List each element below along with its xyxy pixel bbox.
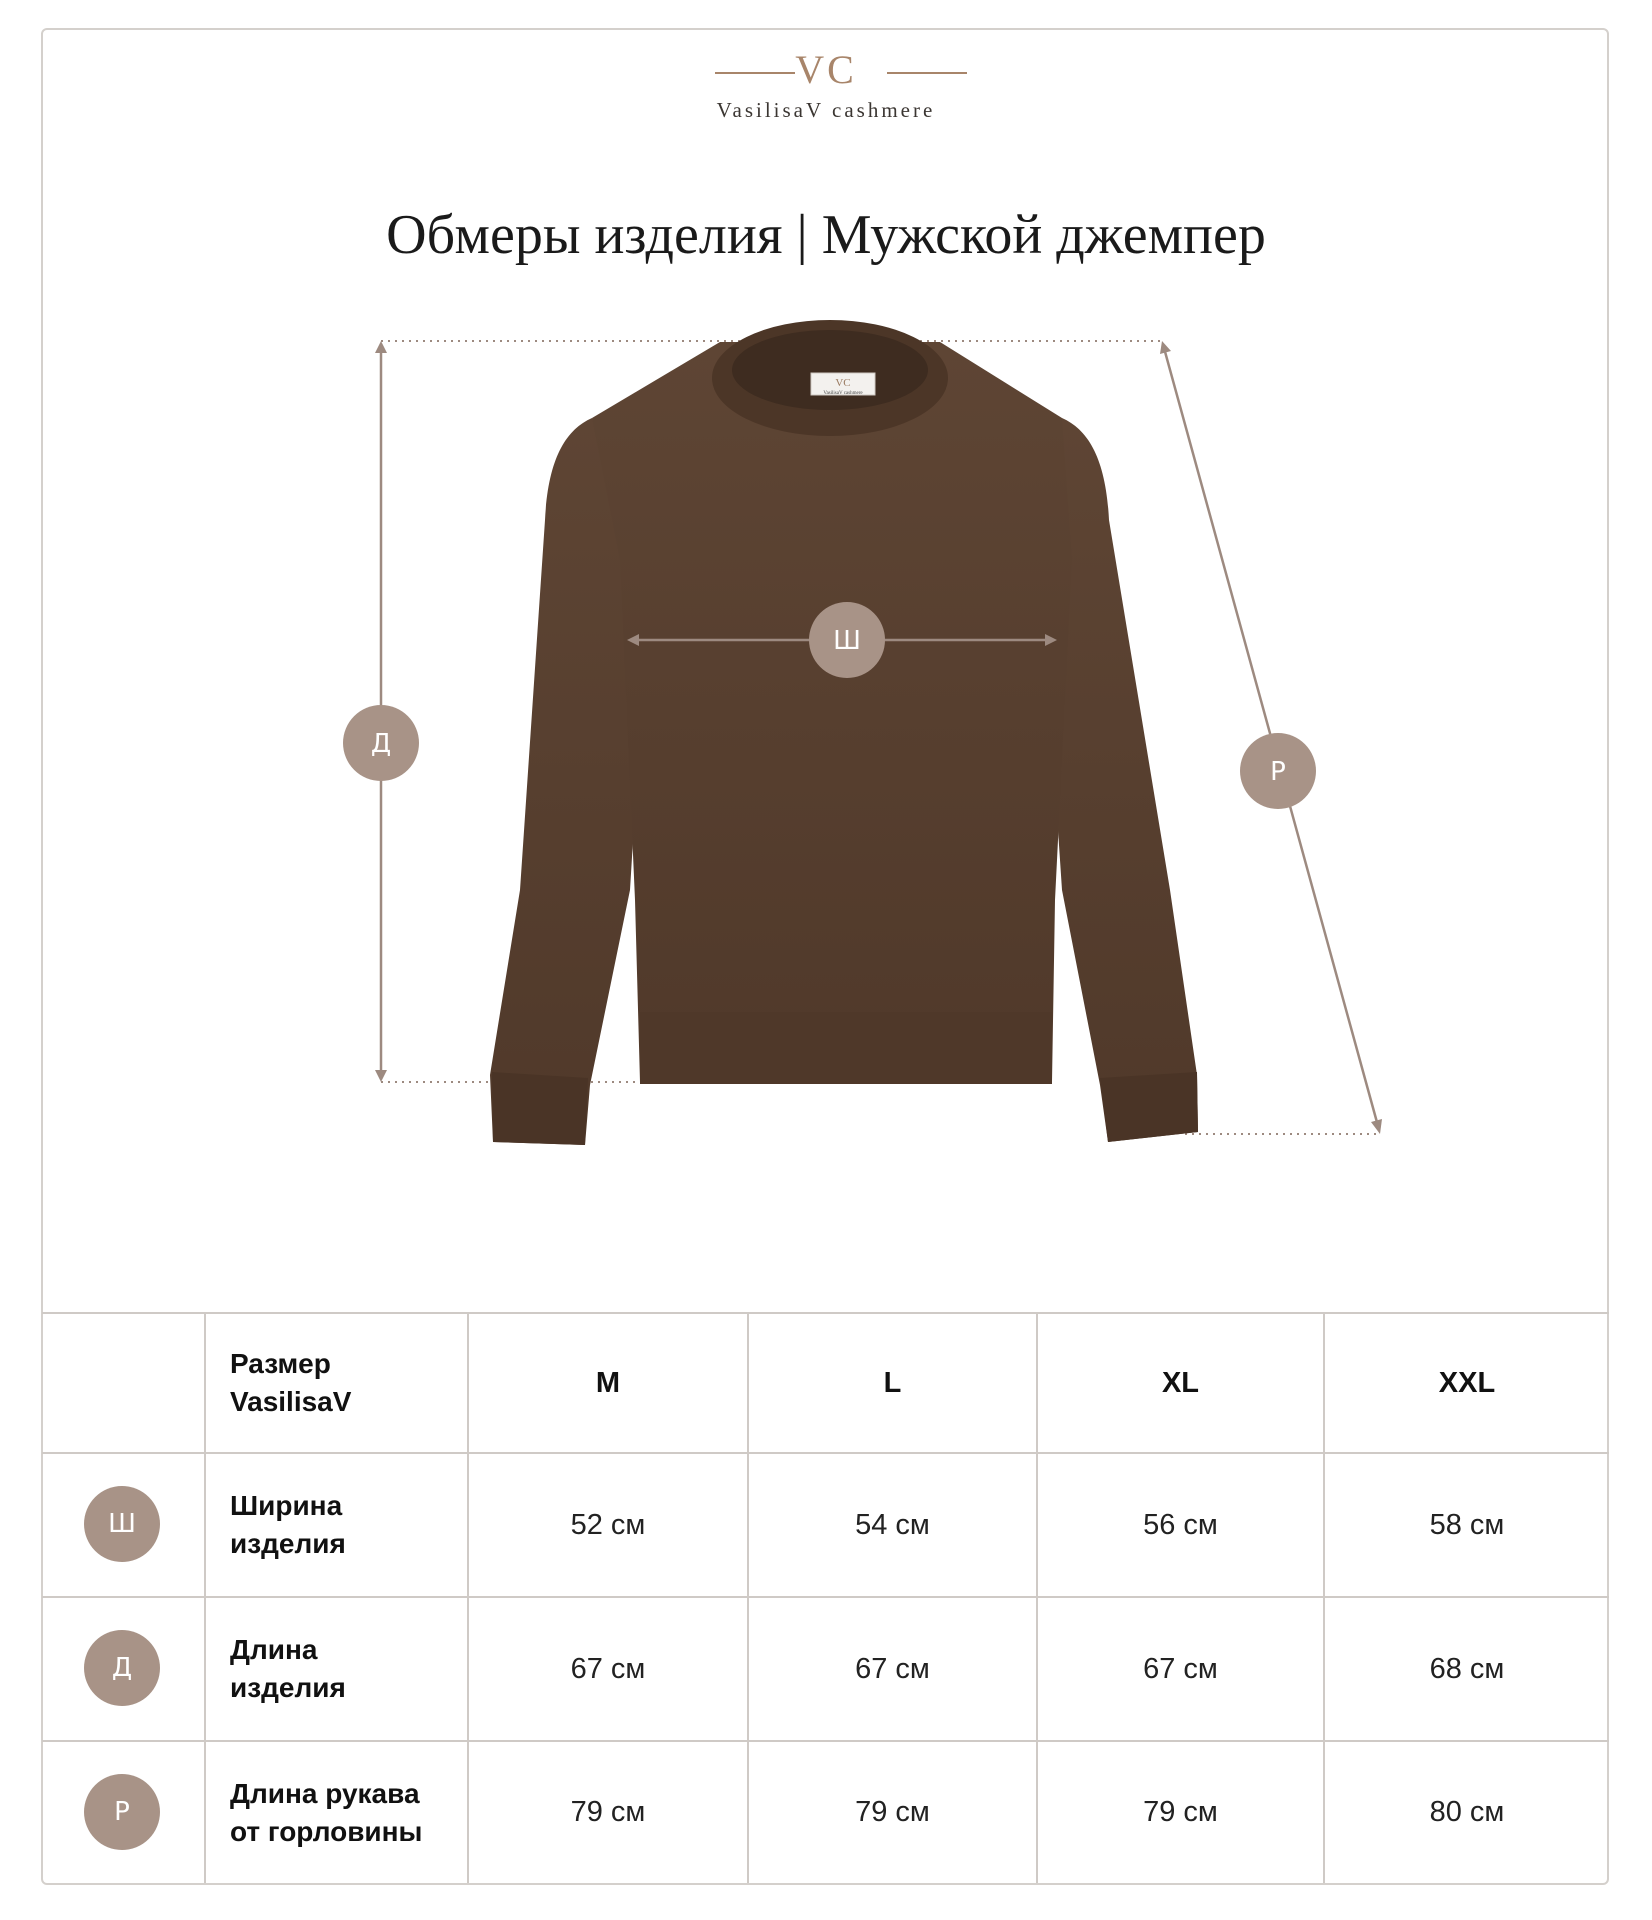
table-cell: 79 см <box>1143 1796 1218 1828</box>
table-cell: 79 см <box>570 1796 646 1828</box>
table-cell: 79 см <box>855 1796 930 1828</box>
label-tag-monogram: VC <box>835 377 851 389</box>
sleeve-marker-label: Р <box>1270 757 1286 787</box>
row-badge-length: Д <box>84 1630 160 1706</box>
logo-wordmark: VasilisaV cashmere <box>716 98 936 122</box>
row-label-sleeve <box>206 1742 467 1883</box>
table-cell: 80 см <box>1429 1796 1505 1828</box>
table-cell: 67 см <box>570 1652 646 1685</box>
header-label-line: VasilisaV <box>230 1386 352 1417</box>
row-label-line: изделия <box>230 1528 346 1559</box>
table-cell: 68 см <box>1429 1652 1505 1685</box>
table-cell: 67 см <box>855 1652 930 1685</box>
header-label-line: Размер <box>230 1348 331 1379</box>
width-marker-badge <box>809 602 885 678</box>
header-size-xl: XL <box>1161 1366 1200 1399</box>
row-label-line: от горловины <box>230 1815 423 1847</box>
width-marker-label: Ш <box>833 626 861 656</box>
brand-logo <box>0 0 1652 130</box>
table-cell: 67 см <box>1143 1652 1218 1685</box>
label-tag-wordmark: VasilisaV cashmere <box>823 391 863 396</box>
sleeve-marker-badge <box>1240 733 1316 809</box>
table-cell: 52 см <box>570 1508 646 1541</box>
page-title: Обмеры изделия | Мужской джемпер <box>386 204 1266 266</box>
header-size-xxl: XXL <box>1438 1366 1496 1399</box>
header-size-m: M <box>595 1366 621 1399</box>
row-label-width <box>206 1454 467 1596</box>
length-marker-label: Д <box>370 729 392 759</box>
header-size-label <box>206 1314 467 1452</box>
table-cell: 54 см <box>855 1508 930 1541</box>
table-cell: 58 см <box>1429 1508 1505 1541</box>
logo-monogram: VC <box>795 47 857 92</box>
row-label-line: Длина <box>230 1634 318 1665</box>
row-badge-width: Ш <box>84 1486 160 1562</box>
length-marker-badge <box>343 705 419 781</box>
header-size-l: L <box>883 1366 902 1399</box>
row-label-line: Длина рукава <box>230 1777 420 1809</box>
row-label-length <box>206 1598 467 1740</box>
sweater-measurement-diagram <box>0 300 1652 1180</box>
logo-right-rule <box>887 72 967 74</box>
row-badge-sleeve: Р <box>84 1774 160 1850</box>
row-label-line: Ширина <box>230 1490 343 1521</box>
sweater-illustration <box>490 320 1198 1145</box>
table-cell: 56 см <box>1143 1508 1218 1541</box>
row-label-line: изделия <box>230 1672 346 1703</box>
